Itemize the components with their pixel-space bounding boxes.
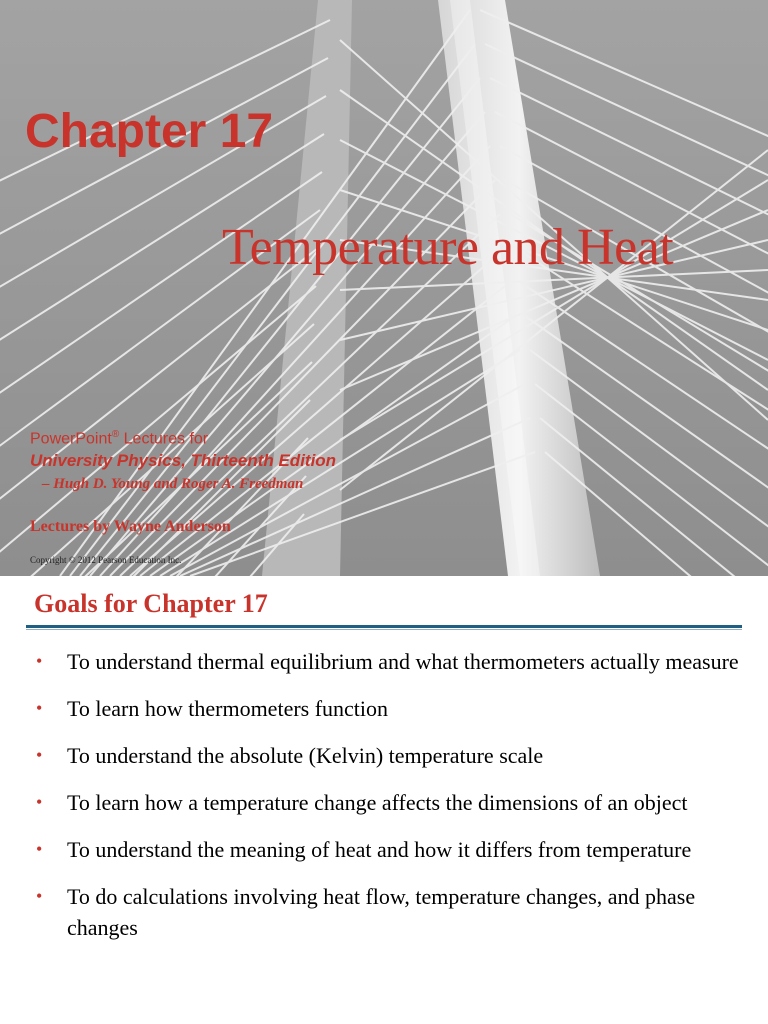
bullet-icon: • xyxy=(36,698,43,718)
bullet-icon: • xyxy=(36,886,43,906)
goal-text: To learn how a temperature change affects the dimensions of an object xyxy=(67,790,688,815)
lectures-for-label: Lectures for xyxy=(119,430,209,448)
goal-text: To understand thermal equilibrium and what thermometers actually measure xyxy=(67,649,739,674)
bullet-icon: • xyxy=(36,839,43,859)
title-divider-accent xyxy=(26,629,742,630)
goal-item xyxy=(0,646,740,677)
powerpoint-label: PowerPoint xyxy=(30,430,112,448)
lecturer-credit: Lectures by Wayne Anderson xyxy=(30,518,231,535)
bullet-icon: • xyxy=(36,792,43,812)
goal-item xyxy=(0,834,740,865)
title-divider xyxy=(26,625,742,628)
goal-text: To do calculations involving heat flow, temperature changes, and phase changes xyxy=(67,884,696,940)
bullet-icon: • xyxy=(36,651,43,671)
goals-slide xyxy=(0,576,768,1024)
goal-item xyxy=(0,740,740,771)
book-authors: – Hugh D. Young and Roger A. Freedman xyxy=(42,476,304,492)
goal-text: To understand the absolute (Kelvin) temperature scale xyxy=(67,743,544,768)
goal-text: To learn how thermometers function xyxy=(67,696,389,721)
book-title: University Physics, Thirteenth Edition xyxy=(30,451,337,470)
chapter-title: Chapter 17 xyxy=(25,105,274,158)
powerpoint-lectures-line xyxy=(30,429,208,448)
goals-title: Goals for Chapter 17 xyxy=(34,589,268,618)
goal-text: To understand the meaning of heat and how it differs from temperature xyxy=(67,837,692,862)
goal-item xyxy=(0,787,740,818)
bullet-icon: • xyxy=(36,745,43,765)
registered-mark: ® xyxy=(111,429,120,440)
copyright-notice: Copyright © 2012 Pearson Education Inc. xyxy=(30,555,182,565)
goals-list xyxy=(0,646,740,959)
goal-item xyxy=(0,693,740,724)
goal-item xyxy=(0,881,740,943)
chapter-subtitle: Temperature and Heat xyxy=(222,219,674,276)
